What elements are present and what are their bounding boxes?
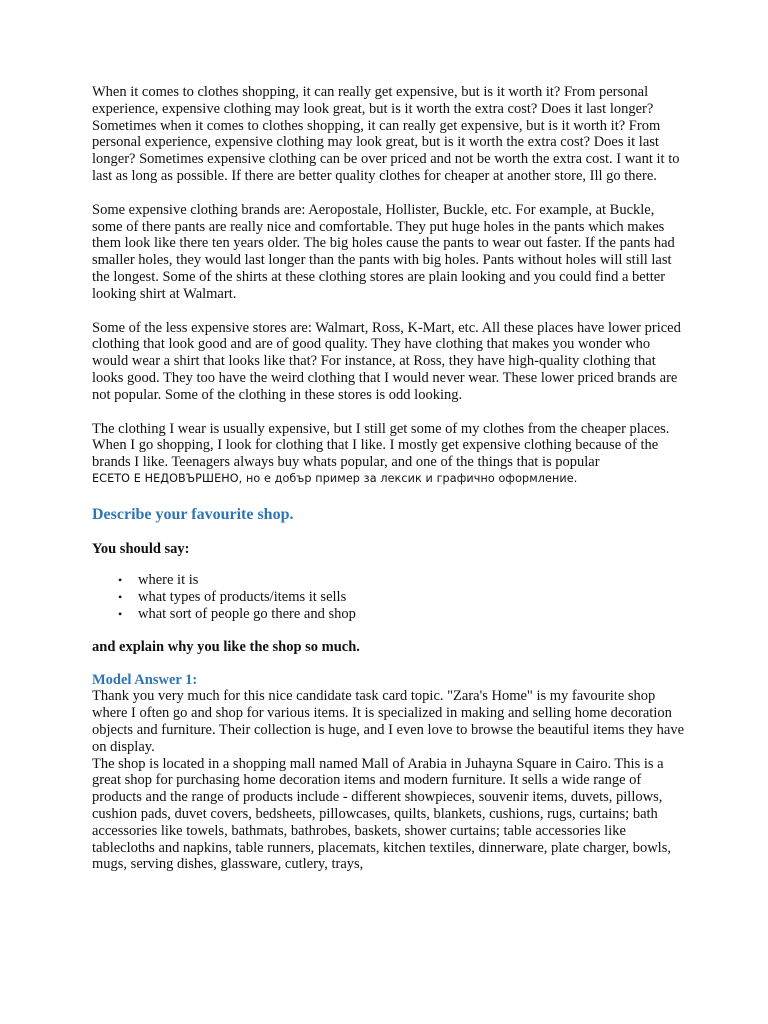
task-bullet-text: what types of products/items it sells bbox=[138, 588, 347, 605]
document-page bbox=[92, 84, 688, 873]
model-answer-paragraph-1: Thank you very much for this nice candidate task card topic. "Zara's Home" is my favourite shop where I often go and shop for various items. It is specialized in making and selling home decoration objects and furniture. Their collection is huge, and I even love to browse the beautiful items they have on display. bbox=[92, 688, 685, 755]
task-bullet-list bbox=[92, 572, 688, 623]
should-say-label: You should say: bbox=[92, 540, 190, 557]
bullet-dot-icon: • bbox=[118, 572, 123, 587]
bullet-dot-icon: • bbox=[118, 606, 123, 621]
essay-paragraph-3: Some of the less expensive stores are: Walmart, Ross, K-Mart, etc. All these places have lower priced clothing that look good and are of good quality. They have clothing that makes you wonder who would wear a shirt that looks like that? For instance, at Ross, they have high-quality clothing that looks good. They too have the weird clothing that I would never wear. These lower priced brands are not popular. Some of the clothing in these stores is odd looking. bbox=[92, 319, 681, 403]
explain-prompt: and explain why you like the shop so much. bbox=[92, 638, 360, 655]
task-heading: Describe your favourite shop. bbox=[92, 505, 294, 523]
model-answer-title: Model Answer 1: bbox=[92, 671, 198, 688]
task-bullet-item bbox=[118, 572, 688, 589]
essay-paragraph-1: When it comes to clothes shopping, it can really get expensive, but is it worth it? From personal experience, expensive clothing may look great, but is it worth the extra cost? Does it last longer? Sometimes when it comes to clothes shopping, it can really get expensive, but is it worth it? From personal experience, expensive clothing may look great, but is it worth the extra cost? Does it last longer? Sometimes expensive clothing can be over priced and not be worth the extra cost. I want it to last as long as possible. If there are better quality clothes for cheaper at another store, Ill go there. bbox=[92, 84, 680, 184]
essay-paragraph-2: Some expensive clothing brands are: Aeropostale, Hollister, Buckle, etc. For example, at Buckle, some of there pants are really nice and comfortable. They put huge holes in the pants which makes them look like there ten years older. The big holes cause the pants to wear out faster. If the pants had smaller holes, they would last longer than the pants with big holes. Pants without holes will still last the longest. Some of the shirts at these clothing stores are plain looking and you could find a better looking shirt at Walmart. bbox=[92, 201, 675, 302]
task-bullet-item bbox=[118, 589, 688, 606]
bullet-dot-icon: • bbox=[118, 589, 123, 604]
essay-paragraph-4: The clothing I wear is usually expensive, but I still get some of my clothes from the cheaper places. When I go shopping, I look for clothing that I like. I mostly get expensive clothing because of the brands I like. Teenagers always buy whats popular, and one of the things that is popular bbox=[92, 420, 670, 471]
model-answer-paragraph-2: The shop is located in a shopping mall named Mall of Arabia in Juhayna Square in Cairo. This is a great shop for purchasing home decoration items and modern furniture. It sells a wide range of products and the range of products include - different showpieces, souvenir items, duvets, pillows, cushion pads, duvet covers, bedsheets, pillowcases, quilts, blankets, cushions, rugs, curtains; bath accessories like towels, bathmats, bathrobes, baskets, shower curtains; table accessories like tablecloths and napkins, table runners, placemats, kitchen textiles, dinnerware, plate charger, bowls, mugs, serving dishes, glassware, cutlery, trays, bbox=[92, 755, 671, 873]
task-bullet-item bbox=[118, 606, 688, 623]
task-bullet-text: where it is bbox=[138, 571, 199, 588]
task-bullet-text: what sort of people go there and shop bbox=[138, 605, 356, 622]
essay-note: ЕСЕТО Е НЕДОВЪРШЕНО, но е добър пример за лексик и графично оформление. bbox=[92, 471, 578, 485]
